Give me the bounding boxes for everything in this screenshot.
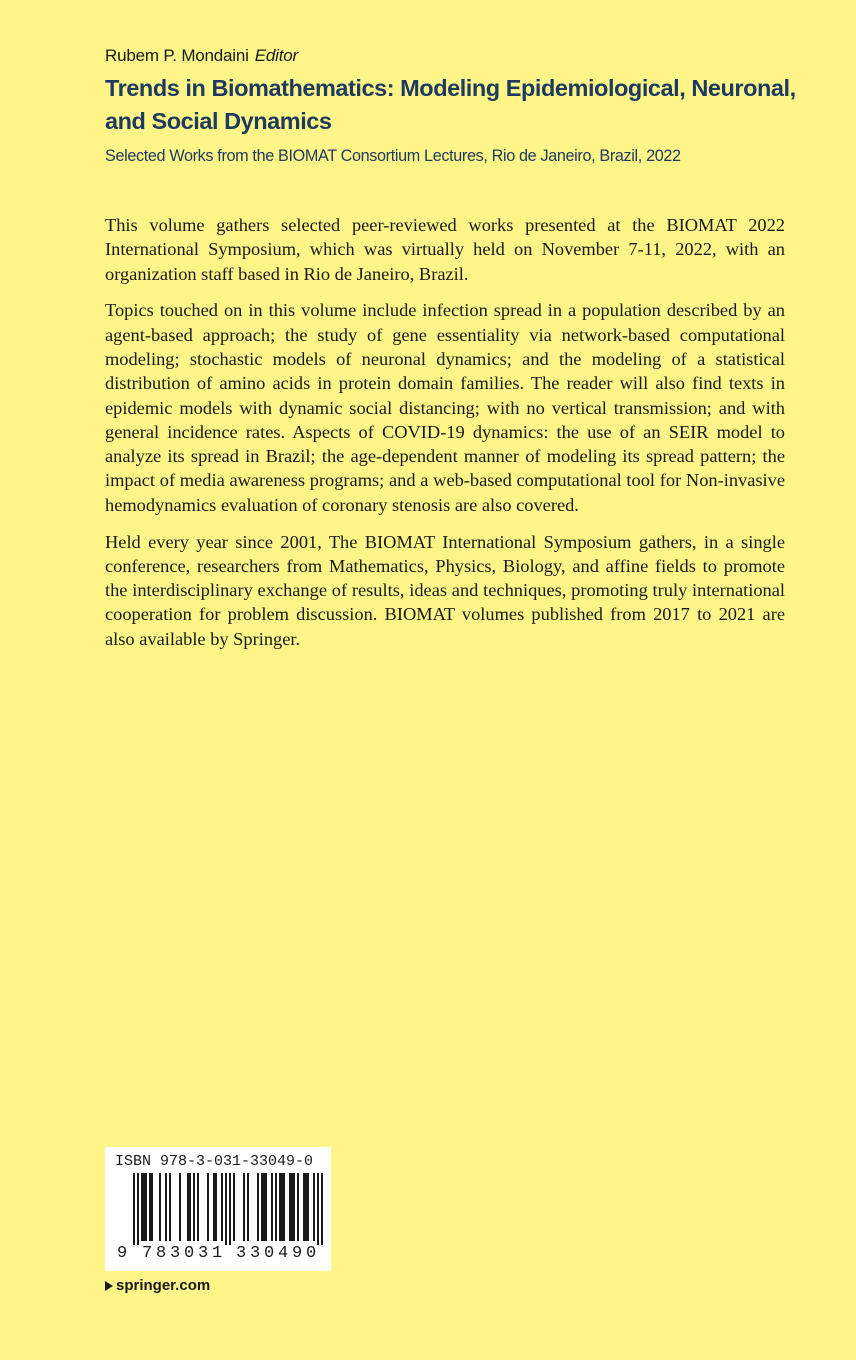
barcode-bar — [137, 1173, 139, 1245]
barcode-digit: 3 — [198, 1244, 209, 1263]
barcode-bar — [141, 1173, 143, 1241]
barcode-bar — [275, 1173, 277, 1241]
book-title-line-1: Trends in Biomathematics: Modeling Epidemiological, Neuronal, — [105, 75, 796, 101]
barcode-digits — [105, 1244, 331, 1268]
isbn-label: ISBN 978-3-031-33049-0 — [115, 1153, 314, 1170]
barcode-bar — [151, 1173, 153, 1241]
barcode-bar — [215, 1173, 217, 1241]
barcode-bar — [213, 1173, 215, 1241]
barcode-bar — [321, 1173, 323, 1245]
publisher-site-text: springer.com — [116, 1277, 211, 1294]
barcode-digit: 3 — [236, 1244, 247, 1263]
barcode-bar — [197, 1173, 199, 1241]
barcode-bar — [233, 1173, 235, 1241]
barcode-bar — [179, 1173, 181, 1241]
barcode-bar — [193, 1173, 195, 1241]
description-paragraph-2: Topics touched on in this volume include infection spread in a population described by an agent-based approach; the study of gene essentiality via network-based computational modeling; stochastic models of neuronal dynamics; and the modeling of a statistical distribution of amino acids in protein domain families. The reader will also find texts in epidemic models with dynamic social distancing; with no vertical transmission; and with general incidence rates. Aspects of COVID-19 dynamics: the use of an SEIR model to analyze its spread in Brazil; the age-dependent manner of modeling its spread pattern; the impact of media awareness programs; and a web-based computational tool for Non-invasive hemodynamics evaluation of coronary stenosis are also covered. — [105, 300, 785, 515]
barcode-digit: 0 — [264, 1244, 275, 1263]
barcode-digit: 3 — [170, 1244, 181, 1263]
barcode-bar — [187, 1173, 189, 1241]
barcode-bar — [145, 1173, 147, 1241]
publisher-link[interactable] — [105, 1277, 210, 1294]
barcode-bar — [169, 1173, 171, 1241]
barcode-bar — [261, 1173, 263, 1241]
barcode-digit: 4 — [278, 1244, 289, 1263]
barcode-bar — [307, 1173, 309, 1241]
barcode-digit: 9 — [117, 1244, 128, 1263]
barcode-digit: 3 — [250, 1244, 261, 1263]
editor-line — [105, 44, 825, 68]
barcode-digit: 7 — [142, 1244, 153, 1263]
barcode-bar — [165, 1173, 167, 1241]
book-title — [105, 72, 825, 138]
barcode-bar — [247, 1173, 249, 1241]
arrow-right-icon — [105, 1281, 113, 1291]
barcode-bar — [297, 1173, 299, 1241]
barcode-bar — [293, 1173, 295, 1241]
barcode-bar — [221, 1173, 223, 1241]
book-description — [105, 213, 785, 664]
barcode-bar — [279, 1173, 281, 1241]
barcode-bar — [133, 1173, 135, 1245]
barcode-bar — [159, 1173, 161, 1241]
barcode-bar — [317, 1173, 319, 1245]
barcode-bar — [207, 1173, 209, 1241]
barcode-bar — [303, 1173, 305, 1241]
barcode-bar — [265, 1173, 267, 1241]
barcode-bar — [257, 1173, 259, 1241]
barcode-digit: 1 — [212, 1244, 223, 1263]
description-paragraph-1: This volume gathers selected peer-reviewed works presented at the BIOMAT 2022 International Symposium, which was virtually held on November 7-11, 2022, with an organization staff based in Rio de Janeiro, Brazil. — [105, 215, 785, 284]
barcode-bar — [313, 1173, 315, 1241]
barcode-bar — [283, 1173, 285, 1241]
barcode-bar — [243, 1173, 245, 1241]
editor-name: Rubem P. Mondaini — [105, 46, 249, 65]
barcode-bar — [229, 1173, 231, 1245]
isbn-barcode-box — [105, 1147, 331, 1271]
barcode-bar — [271, 1173, 273, 1241]
barcode-digit: 0 — [184, 1244, 195, 1263]
barcode-bar — [291, 1173, 293, 1241]
barcode-bar — [289, 1173, 291, 1241]
book-title-line-2: and Social Dynamics — [105, 108, 332, 134]
barcode-digit: 9 — [292, 1244, 303, 1263]
book-subtitle: Selected Works from the BIOMAT Consortium Lectures, Rio de Janeiro, Brazil, 2022 — [105, 147, 681, 165]
barcode-digit: 8 — [156, 1244, 167, 1263]
barcode-bar — [263, 1173, 265, 1241]
editor-role: Editor — [254, 46, 298, 65]
cover-header — [105, 44, 825, 167]
barcode-bar — [143, 1173, 145, 1241]
barcode-image — [105, 1173, 331, 1245]
barcode-digit: 0 — [306, 1244, 317, 1263]
barcode-bar — [225, 1173, 227, 1245]
barcode-bar — [305, 1173, 307, 1241]
barcode-bar — [189, 1173, 191, 1241]
description-paragraph-3: Held every year since 2001, The BIOMAT International Symposium gathers, in a single conference, researchers from Mathematics, Physics, Biology, and affine fields to promote the interdisciplinary exchange of results, ideas and techniques, promoting truly international cooperation for problem discussion. BIOMAT volumes published from 2017 to 2021 are also available by Springer. — [105, 531, 785, 649]
barcode-bar — [149, 1173, 151, 1241]
barcode-bar — [281, 1173, 283, 1241]
